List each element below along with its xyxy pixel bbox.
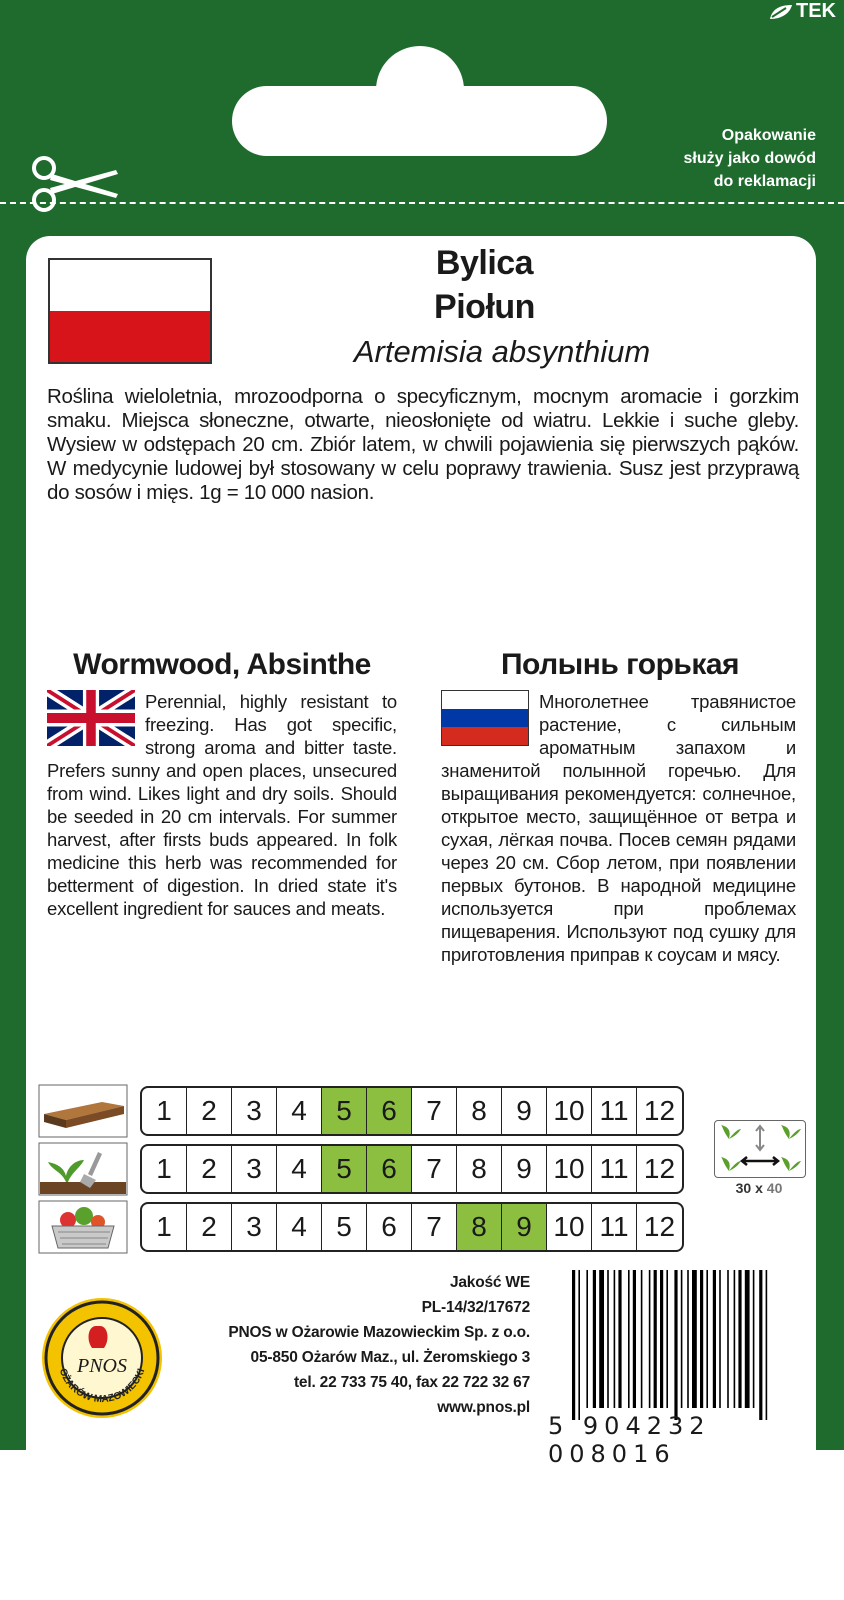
month-1: 1	[142, 1088, 187, 1134]
barcode-bar	[618, 1270, 621, 1408]
month-3: 3	[232, 1204, 277, 1250]
month-6: 6	[367, 1204, 412, 1250]
complaint-notice: Opakowanie służy jako dowód do reklamacji	[683, 127, 816, 190]
month-10: 10	[547, 1146, 592, 1192]
company-website: www.pnos.pl	[437, 1399, 530, 1416]
russian-section	[441, 690, 796, 966]
product-name-line1: Bylica	[435, 244, 534, 282]
month-11: 11	[592, 1088, 637, 1134]
brand-logo	[768, 0, 836, 23]
plant-spacing-label: 30 x 40	[735, 1180, 783, 1196]
month-7: 7	[412, 1088, 457, 1134]
company-name: PNOS w Ożarowie Mazowieckim Sp. z o.o.	[228, 1324, 530, 1341]
month-9: 9	[502, 1088, 547, 1134]
month-11: 11	[592, 1204, 637, 1250]
english-description: Perennial, highly resistant to freezing. Has got specific, strong aroma and bitter taste. Prefers sunny and open places, unsecured from wind. Likes light and dry soils. Should be seeded in 20 cm intervals. For summer harvest, after firsts buds appeared. In folk medicine this herb was recommended for betterment of digestion. In dried state it's excellent ingredient for sauces and meats.	[47, 691, 397, 919]
month-4: 4	[277, 1088, 322, 1134]
month-5: 5	[322, 1204, 367, 1250]
month-10: 10	[547, 1088, 592, 1134]
planting-icon	[38, 1142, 128, 1196]
seal-text: OŻARÓW MAZOWIECKI	[56, 1367, 148, 1406]
leaf-icon	[768, 3, 794, 21]
calendar-row-harvest	[38, 1200, 684, 1254]
english-section	[47, 690, 397, 920]
month-1: 1	[142, 1204, 187, 1250]
month-7: 7	[412, 1204, 457, 1250]
barcode-bar	[607, 1270, 609, 1408]
month-5: 5	[322, 1088, 367, 1134]
barcode-bar	[738, 1270, 741, 1408]
barcode-bar	[628, 1270, 630, 1408]
barcode-bar	[666, 1270, 668, 1408]
barcode-bar	[586, 1270, 588, 1408]
month-8: 8	[457, 1204, 502, 1250]
company-phone: tel. 22 733 75 40, fax 22 722 32 67	[293, 1374, 530, 1391]
cut-line	[0, 202, 844, 204]
quality-mark: Jakość WE	[449, 1274, 530, 1291]
barcode-bar	[727, 1270, 729, 1408]
barcode-bar	[719, 1270, 721, 1408]
month-2: 2	[187, 1088, 232, 1134]
month-5: 5	[322, 1146, 367, 1192]
month-9: 9	[502, 1146, 547, 1192]
company-info	[170, 1270, 530, 1420]
barcode-bar	[745, 1270, 750, 1408]
seed-tray-icon	[38, 1084, 128, 1138]
barcode-bar	[660, 1270, 663, 1408]
month-strip	[140, 1086, 684, 1136]
barcode-bar	[681, 1270, 683, 1408]
barcode-bar	[753, 1270, 755, 1408]
barcode-bar	[674, 1270, 677, 1420]
product-name-line2: Piołun	[434, 288, 535, 326]
month-9: 9	[502, 1204, 547, 1250]
russian-description: Многолетнее травянистое растение, с сильным ароматным запахом и знаменитой полынной горечью. Для выращивания рекомендуется: солнечное, открытое место, защищённое от ветра и сухая, лёгкая почва. Посев семян рядами через 20 см. Сбор летом, при появлении первых бутонов. В народной медицине используется при проблемах пищеварения. Используют под сушку для приготовления приправ к соусам и мясу.	[441, 691, 796, 965]
barcode-bar	[641, 1270, 643, 1408]
barcode-bar	[633, 1270, 636, 1408]
plant-spacing-icon	[714, 1120, 806, 1178]
barcode-bar	[593, 1270, 596, 1408]
russia-flag-icon	[441, 690, 529, 746]
seal-logo-text: PNOS	[77, 1355, 127, 1377]
barcode-bar	[654, 1270, 657, 1408]
month-8: 8	[457, 1088, 502, 1134]
barcode-bar	[706, 1270, 708, 1408]
barcode-bar	[713, 1270, 716, 1408]
month-12: 12	[643, 1095, 676, 1126]
month-8: 8	[457, 1146, 502, 1192]
uk-flag-icon	[47, 690, 135, 746]
pnos-seal-logo	[40, 1296, 164, 1420]
calendar-row-sowing	[38, 1084, 684, 1138]
barcode-bar	[692, 1270, 697, 1408]
barcode-bar	[687, 1270, 689, 1408]
barcode-bar	[649, 1270, 651, 1408]
month-12: 12	[643, 1211, 676, 1242]
barcode-bar	[614, 1270, 616, 1408]
month-2: 2	[187, 1146, 232, 1192]
month-4: 4	[277, 1146, 322, 1192]
calendar-row-planting	[38, 1142, 684, 1196]
barcode-bar	[766, 1270, 768, 1420]
russian-title: Полынь горькая	[500, 648, 740, 681]
scissors-icon	[30, 154, 120, 214]
month-3: 3	[232, 1088, 277, 1134]
month-4: 4	[277, 1204, 322, 1250]
barcode-bar	[599, 1270, 604, 1408]
month-strip	[140, 1144, 684, 1194]
month-12: 12	[643, 1153, 676, 1184]
month-11: 11	[592, 1146, 637, 1192]
month-6: 6	[367, 1088, 412, 1134]
english-title: Wormwood, Absinthe	[73, 648, 371, 681]
barcode-bar	[578, 1270, 580, 1420]
barcode-number: 5 904232 008016	[548, 1412, 711, 1468]
month-strip	[140, 1202, 684, 1252]
month-3: 3	[232, 1146, 277, 1192]
latin-name: Artemisia absynthium	[353, 334, 651, 369]
barcode-bar	[700, 1270, 703, 1408]
month-2: 2	[187, 1204, 232, 1250]
month-1: 1	[142, 1146, 187, 1192]
harvest-basket-icon	[38, 1200, 128, 1254]
barcode-bar	[572, 1270, 575, 1420]
barcode	[570, 1270, 810, 1420]
barcode-bar	[734, 1270, 736, 1408]
polish-description: Roślina wieloletnia, mrozoodporna o specyficznym, mocnym aromacie i gorzkim smaku. Miejsca słoneczne, otwarte, nieosłonięte od wiatru. Lekkie i suche gleby. Wysiew w odstępach 20 cm. Zbiór latem, w chwili pojawienia się pierwszych pąków. W medycynie ludowej był stosowany w celu poprawy trawienia. Susz jest przyprawą do sosów i mięs. 1g = 10 000 nasion.	[47, 385, 799, 504]
month-7: 7	[412, 1146, 457, 1192]
brand-name: TEK	[796, 0, 836, 22]
month-10: 10	[547, 1204, 592, 1250]
month-6: 6	[367, 1146, 412, 1192]
registration-number: PL-14/32/17672	[421, 1299, 530, 1316]
company-address: 05-850 Ożarów Maz., ul. Żeromskiego 3	[250, 1349, 530, 1366]
hang-hole	[232, 86, 607, 156]
barcode-bar	[759, 1270, 762, 1420]
